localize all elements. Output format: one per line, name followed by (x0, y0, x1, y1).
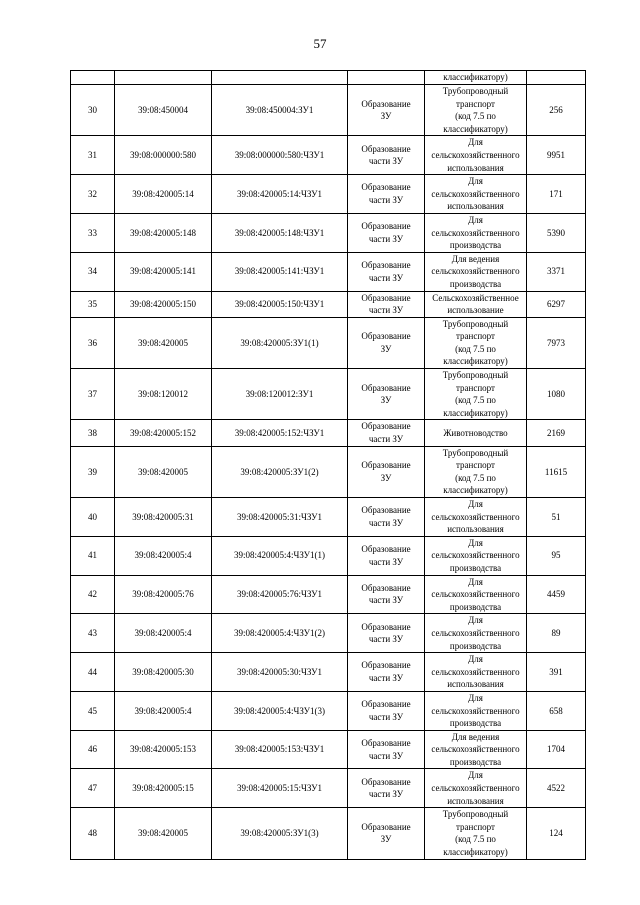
table-row (71, 291, 586, 317)
cell-area: 1080 (527, 369, 586, 420)
cell-plot-designation: 39:08:420005:31:ЧЗУ1 (212, 498, 348, 537)
cell-area: 171 (527, 175, 586, 214)
table-row (71, 498, 586, 537)
cell-action: Образование части ЗУ (348, 769, 425, 808)
cell-number: 48 (71, 808, 115, 859)
cell-cadastral-quarter: 39:08:420005:15 (115, 769, 212, 808)
cell-area: 11615 (527, 446, 586, 497)
cell-plot-designation: 39:08:000000:580:ЧЗУ1 (212, 136, 348, 175)
cell-area: 7973 (527, 317, 586, 368)
cell-permitted-use: Для ведения сельскохозяйственного производства (425, 730, 527, 769)
page-number: 57 (313, 36, 327, 51)
table-row (71, 136, 586, 175)
cell-area: 2169 (527, 420, 586, 446)
cell-number: 34 (71, 252, 115, 291)
cell-action: Образование части ЗУ (348, 536, 425, 575)
cell-plot-designation: 39:08:420005:ЗУ1(1) (212, 317, 348, 368)
cell-permitted-use: классификатору) (425, 71, 527, 85)
cell-action (348, 71, 425, 85)
cell-permitted-use: Для сельскохозяйственного производства (425, 213, 527, 252)
cell-number: 46 (71, 730, 115, 769)
cell-number: 47 (71, 769, 115, 808)
cell-number: 30 (71, 85, 115, 136)
cell-cadastral-quarter: 39:08:420005:30 (115, 653, 212, 692)
cell-number: 39 (71, 446, 115, 497)
cell-cadastral-quarter: 39:08:000000:580 (115, 136, 212, 175)
table-row (71, 575, 586, 614)
cell-plot-designation: 39:08:420005:148:ЧЗУ1 (212, 213, 348, 252)
table-body (71, 71, 586, 860)
cell-permitted-use: Трубопроводный транспорт (код 7.5 по классификатору) (425, 317, 527, 368)
cell-permitted-use: Животноводство (425, 420, 527, 446)
cell-permitted-use: Для сельскохозяйственного использования (425, 769, 527, 808)
cell-plot-designation: 39:08:450004:ЗУ1 (212, 85, 348, 136)
cell-number: 40 (71, 498, 115, 537)
cell-cadastral-quarter: 39:08:420005:153 (115, 730, 212, 769)
table-row (71, 808, 586, 859)
cell-plot-designation: 39:08:420005:ЗУ1(3) (212, 808, 348, 859)
table-row (71, 653, 586, 692)
cell-number (71, 71, 115, 85)
cell-action: Образование части ЗУ (348, 691, 425, 730)
cell-action: Образование ЗУ (348, 85, 425, 136)
cell-cadastral-quarter: 39:08:420005 (115, 446, 212, 497)
cell-cadastral-quarter: 39:08:420005:141 (115, 252, 212, 291)
cell-number: 37 (71, 369, 115, 420)
cell-plot-designation: 39:08:420005:15:ЧЗУ1 (212, 769, 348, 808)
land-plots-table (70, 70, 586, 860)
cell-action: Образование части ЗУ (348, 614, 425, 653)
cell-permitted-use: Трубопроводный транспорт (код 7.5 по классификатору) (425, 808, 527, 859)
cell-plot-designation: 39:08:420005:ЗУ1(2) (212, 446, 348, 497)
cell-cadastral-quarter: 39:08:450004 (115, 85, 212, 136)
cell-cadastral-quarter: 39:08:420005 (115, 808, 212, 859)
cell-area: 391 (527, 653, 586, 692)
table-row (71, 420, 586, 446)
cell-plot-designation: 39:08:420005:4:ЧЗУ1(1) (212, 536, 348, 575)
cell-area: 1704 (527, 730, 586, 769)
cell-plot-designation: 39:08:420005:4:ЧЗУ1(2) (212, 614, 348, 653)
table-row (71, 85, 586, 136)
cell-permitted-use: Для сельскохозяйственного использования (425, 175, 527, 214)
cell-cadastral-quarter: 39:08:420005:76 (115, 575, 212, 614)
cell-action: Образование части ЗУ (348, 291, 425, 317)
table-row (71, 691, 586, 730)
cell-plot-designation: 39:08:420005:4:ЧЗУ1(3) (212, 691, 348, 730)
cell-number: 31 (71, 136, 115, 175)
cell-plot-designation: 39:08:420005:141:ЧЗУ1 (212, 252, 348, 291)
table-row (71, 446, 586, 497)
cell-permitted-use: Для сельскохозяйственного производства (425, 536, 527, 575)
cell-cadastral-quarter: 39:08:420005:150 (115, 291, 212, 317)
cell-number: 32 (71, 175, 115, 214)
cell-cadastral-quarter: 39:08:420005:14 (115, 175, 212, 214)
cell-plot-designation (212, 71, 348, 85)
cell-area: 124 (527, 808, 586, 859)
cell-action: Образование ЗУ (348, 369, 425, 420)
cell-permitted-use: Для сельскохозяйственного производства (425, 614, 527, 653)
cell-area: 256 (527, 85, 586, 136)
table-row (71, 730, 586, 769)
cell-cadastral-quarter (115, 71, 212, 85)
table-row (71, 317, 586, 368)
cell-number: 45 (71, 691, 115, 730)
cell-cadastral-quarter: 39:08:420005:31 (115, 498, 212, 537)
table-row (71, 536, 586, 575)
table-row (71, 769, 586, 808)
cell-area: 4522 (527, 769, 586, 808)
cell-cadastral-quarter: 39:08:120012 (115, 369, 212, 420)
cell-action: Образование части ЗУ (348, 252, 425, 291)
cell-permitted-use: Трубопроводный транспорт (код 7.5 по классификатору) (425, 369, 527, 420)
cell-permitted-use: Сельскохозяйственное использование (425, 291, 527, 317)
table-row (71, 252, 586, 291)
cell-area: 51 (527, 498, 586, 537)
cell-action: Образование ЗУ (348, 317, 425, 368)
cell-area (527, 71, 586, 85)
cell-area: 3371 (527, 252, 586, 291)
cell-plot-designation: 39:08:420005:14:ЧЗУ1 (212, 175, 348, 214)
cell-action: Образование части ЗУ (348, 175, 425, 214)
cell-plot-designation: 39:08:420005:150:ЧЗУ1 (212, 291, 348, 317)
cell-action: Образование ЗУ (348, 446, 425, 497)
cell-cadastral-quarter: 39:08:420005:4 (115, 536, 212, 575)
cell-action: Образование ЗУ (348, 808, 425, 859)
cell-action: Образование части ЗУ (348, 136, 425, 175)
cell-action: Образование части ЗУ (348, 213, 425, 252)
table-row (71, 213, 586, 252)
cell-area: 9951 (527, 136, 586, 175)
cell-permitted-use: Для сельскохозяйственного производства (425, 575, 527, 614)
cell-cadastral-quarter: 39:08:420005:4 (115, 614, 212, 653)
cell-area: 95 (527, 536, 586, 575)
cell-permitted-use: Для сельскохозяйственного использования (425, 653, 527, 692)
cell-permitted-use: Для сельскохозяйственного использования (425, 498, 527, 537)
cell-number: 42 (71, 575, 115, 614)
cell-plot-designation: 39:08:420005:153:ЧЗУ1 (212, 730, 348, 769)
cell-area: 4459 (527, 575, 586, 614)
cell-plot-designation: 39:08:420005:152:ЧЗУ1 (212, 420, 348, 446)
cell-area: 6297 (527, 291, 586, 317)
cell-plot-designation: 39:08:420005:76:ЧЗУ1 (212, 575, 348, 614)
cell-plot-designation: 39:08:120012:ЗУ1 (212, 369, 348, 420)
cell-cadastral-quarter: 39:08:420005 (115, 317, 212, 368)
cell-action: Образование части ЗУ (348, 653, 425, 692)
cell-permitted-use: Трубопроводный транспорт (код 7.5 по классификатору) (425, 85, 527, 136)
cell-cadastral-quarter: 39:08:420005:152 (115, 420, 212, 446)
table-row (71, 614, 586, 653)
cell-permitted-use: Для ведения сельскохозяйственного производства (425, 252, 527, 291)
cell-action: Образование части ЗУ (348, 498, 425, 537)
cell-action: Образование части ЗУ (348, 730, 425, 769)
table-row (71, 175, 586, 214)
cell-plot-designation: 39:08:420005:30:ЧЗУ1 (212, 653, 348, 692)
cell-number: 36 (71, 317, 115, 368)
cell-area: 5390 (527, 213, 586, 252)
cell-permitted-use: Для сельскохозяйственного производства (425, 691, 527, 730)
table-row (71, 369, 586, 420)
cell-number: 41 (71, 536, 115, 575)
cell-number: 35 (71, 291, 115, 317)
cell-cadastral-quarter: 39:08:420005:4 (115, 691, 212, 730)
continuation-row (71, 71, 586, 85)
cell-permitted-use: Трубопроводный транспорт (код 7.5 по классификатору) (425, 446, 527, 497)
cell-cadastral-quarter: 39:08:420005:148 (115, 213, 212, 252)
cell-action: Образование части ЗУ (348, 420, 425, 446)
cell-number: 33 (71, 213, 115, 252)
cell-area: 658 (527, 691, 586, 730)
cell-area: 89 (527, 614, 586, 653)
cell-permitted-use: Для сельскохозяйственного использования (425, 136, 527, 175)
cell-action: Образование части ЗУ (348, 575, 425, 614)
cell-number: 44 (71, 653, 115, 692)
cell-number: 43 (71, 614, 115, 653)
cell-number: 38 (71, 420, 115, 446)
